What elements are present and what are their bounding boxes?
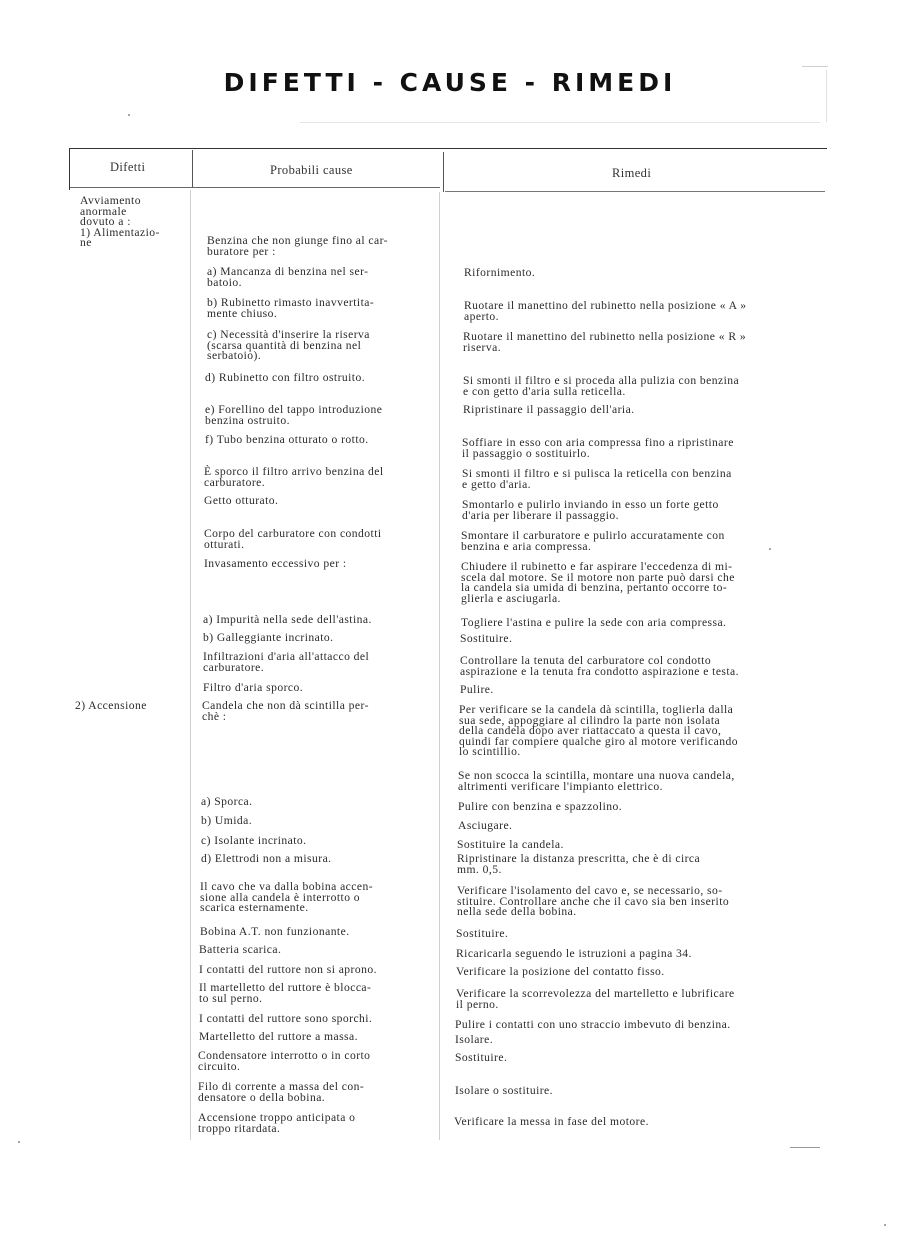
causa-item: Bobina A.T. non funzionante.	[200, 925, 350, 938]
causa-item: Infiltrazioni d'aria all'attacco del carburatore.	[203, 650, 370, 674]
column-divider-1	[190, 190, 191, 1140]
rimedio-item: Controllare la tenuta del carburatore col condotto aspirazione e la tenuta fra condotto aspirazione e testa.	[460, 654, 739, 678]
causa-item: Corpo del carburatore con condotti otturati.	[204, 527, 382, 551]
rimedio-item: Verificare la messa in fase del motore.	[454, 1115, 649, 1128]
rimedio-item: Ricaricarla seguendo le istruzioni a pagina 34.	[456, 947, 692, 960]
rimedio-item: Verificare la posizione del contatto fisso.	[456, 965, 665, 978]
causa-item: Condensatore interrotto o in corto circuito.	[198, 1049, 371, 1073]
causa-item: Martelletto del ruttore a massa.	[199, 1030, 358, 1043]
rimedio-item: Pulire.	[460, 683, 494, 696]
causa-item: a) Mancanza di benzina nel ser- batoio.	[207, 265, 369, 289]
causa-item: I contatti del ruttore sono sporchi.	[199, 1012, 373, 1025]
causa-item: Invasamento eccessivo per :	[204, 557, 347, 570]
rimedio-item: Sostituire.	[456, 927, 509, 940]
scan-speck	[769, 548, 771, 550]
causa-item: I contatti del ruttore non si aprono.	[199, 963, 377, 976]
table-top-border	[69, 148, 827, 149]
causa-item: f) Tubo benzina otturato o rotto.	[205, 433, 369, 446]
rimedio-item: Se non scocca la scintilla, montare una nuova candela, altrimenti verificare l'impianto elettrico.	[458, 769, 735, 793]
causa-item: Filo di corrente a massa del con- densatore o della bobina.	[198, 1080, 365, 1104]
causa-item: a) Impurità nella sede dell'astina.	[203, 613, 372, 626]
header-divider-2	[443, 152, 444, 192]
header-divider-1	[192, 150, 193, 188]
causa-item: b) Umida.	[201, 814, 253, 827]
causa-item: Filtro d'aria sporco.	[203, 681, 304, 694]
causa-item: Candela che non dà scintilla per- chè :	[202, 699, 369, 723]
causa-item: È sporco il filtro arrivo benzina del carburatore.	[204, 465, 384, 489]
rimedio-item: Ripristinare il passaggio dell'aria.	[463, 403, 635, 416]
rimedio-item: Smontarlo e pulirlo inviando in esso un forte getto d'aria per liberare il passaggio.	[462, 498, 719, 522]
causa-item: d) Elettrodi non a misura.	[201, 852, 332, 865]
rimedio-item: Pulire i contatti con uno straccio imbevuto di benzina.	[455, 1018, 731, 1031]
rimedio-item: Ruotare il manettino del rubinetto nella posizione « A » aperto.	[464, 299, 747, 323]
rimedio-item: Rifornimento.	[464, 266, 536, 279]
rimedio-item: Sostituire la candela.	[457, 838, 564, 851]
causa-item: c) Necessità d'inserire la riserva (scarsa quantità di benzina nel serbatoio).	[207, 328, 370, 363]
header-difetti: Difetti	[110, 160, 146, 174]
rimedio-item: Togliere l'astina e pulire la sede con aria compressa.	[461, 616, 727, 629]
rimedio-item: Si smonti il filtro e si pulisca la reticella con benzina e getto d'aria.	[462, 467, 732, 491]
rimedio-item: Smontare il carburatore e pulirlo accuratamente con benzina e aria compressa.	[461, 529, 725, 553]
title-underline	[300, 122, 820, 123]
rimedio-item: Sostituire.	[460, 632, 513, 645]
top-rule	[802, 66, 828, 67]
table-left-border	[69, 148, 70, 190]
rimedio-item: Asciugare.	[458, 819, 513, 832]
difetto-accensione: 2) Accensione	[75, 699, 147, 712]
rimedio-item: Ruotare il manettino del rubinetto nella posizione « R » riserva.	[463, 330, 747, 354]
causa-item: e) Forellino del tappo introduzione benzina ostruito.	[205, 403, 383, 427]
rimedio-item: Ripristinare la distanza prescritta, che è di circa mm. 0,5.	[457, 852, 701, 876]
causa-item: b) Galleggiante incrinato.	[203, 631, 334, 644]
rimedio-item: Chiudere il rubinetto e far aspirare l'eccedenza di mi- scela dal motore. Se il motore non parte può darsi che la candela sia umida di benzina, pertanto occorre to- glierla e asciugarla.	[461, 560, 735, 605]
rimedio-item: Si smonti il filtro e si proceda alla pulizia con benzina e con getto d'aria sulla reticella.	[463, 374, 740, 398]
causa-item: Il cavo che va dalla bobina accen- sione alla candela è interrotto o scarica esternamente.	[200, 880, 374, 915]
causa-item: d) Rubinetto con filtro ostruito.	[205, 371, 366, 384]
header-rimedi: Rimedi	[612, 166, 652, 180]
causa-item: a) Sporca.	[201, 795, 253, 808]
page-title: DIFETTI - CAUSE - RIMEDI	[223, 68, 677, 97]
rimedio-item: Isolare o sostituire.	[455, 1084, 553, 1097]
header-bottom-rule-right	[445, 191, 825, 192]
causa-item: Benzina che non giunge fino al car- buratore per :	[207, 234, 388, 258]
column-divider-2	[439, 192, 440, 1140]
causa-item: Batteria scarica.	[199, 943, 282, 956]
rimedio-item: Sostituire.	[455, 1051, 508, 1064]
scan-speck	[18, 1141, 20, 1143]
rimedio-item: Per verificare se la candela dà scintilla, toglierla dalla sua sede, appoggiare al cilindro la parte non isolata della candela dopo aver riattaccato a questa il cavo, quindi far compiere qualche giro al motore verificando lo scintillio.	[459, 703, 738, 759]
scan-speck	[884, 1224, 886, 1226]
causa-item: c) Isolante incrinato.	[201, 834, 307, 847]
rimedio-item: Verificare la scorrevolezza del martelletto e lubrificare il perno.	[456, 987, 735, 1011]
rimedio-item: Soffiare in esso con aria compressa fino a ripristinare il passaggio o sostituirlo.	[462, 436, 734, 460]
causa-item: Il martelletto del ruttore è blocca- to sul perno.	[199, 981, 372, 1005]
table-bottom-rule	[790, 1147, 820, 1148]
causa-item: Accensione troppo anticipata o troppo ritardata.	[198, 1111, 356, 1135]
causa-item: Getto otturato.	[204, 494, 279, 507]
right-margin-line	[826, 70, 827, 122]
difetto-alimentazione: Avviamento anormale dovuto a : 1) Alimentazio- ne	[80, 194, 160, 250]
scan-speck	[128, 114, 130, 116]
header-probabili-cause: Probabili cause	[270, 163, 353, 177]
causa-item: b) Rubinetto rimasto inavvertita- mente chiuso.	[207, 296, 375, 320]
rimedio-item: Isolare.	[455, 1033, 494, 1046]
header-bottom-rule	[70, 187, 440, 188]
rimedio-item: Verificare l'isolamento del cavo e, se necessario, so- stituire. Controllare anche che il cavo sia ben inserito nella sede della bobina.	[457, 884, 730, 919]
rimedio-item: Pulire con benzina e spazzolino.	[458, 800, 623, 813]
